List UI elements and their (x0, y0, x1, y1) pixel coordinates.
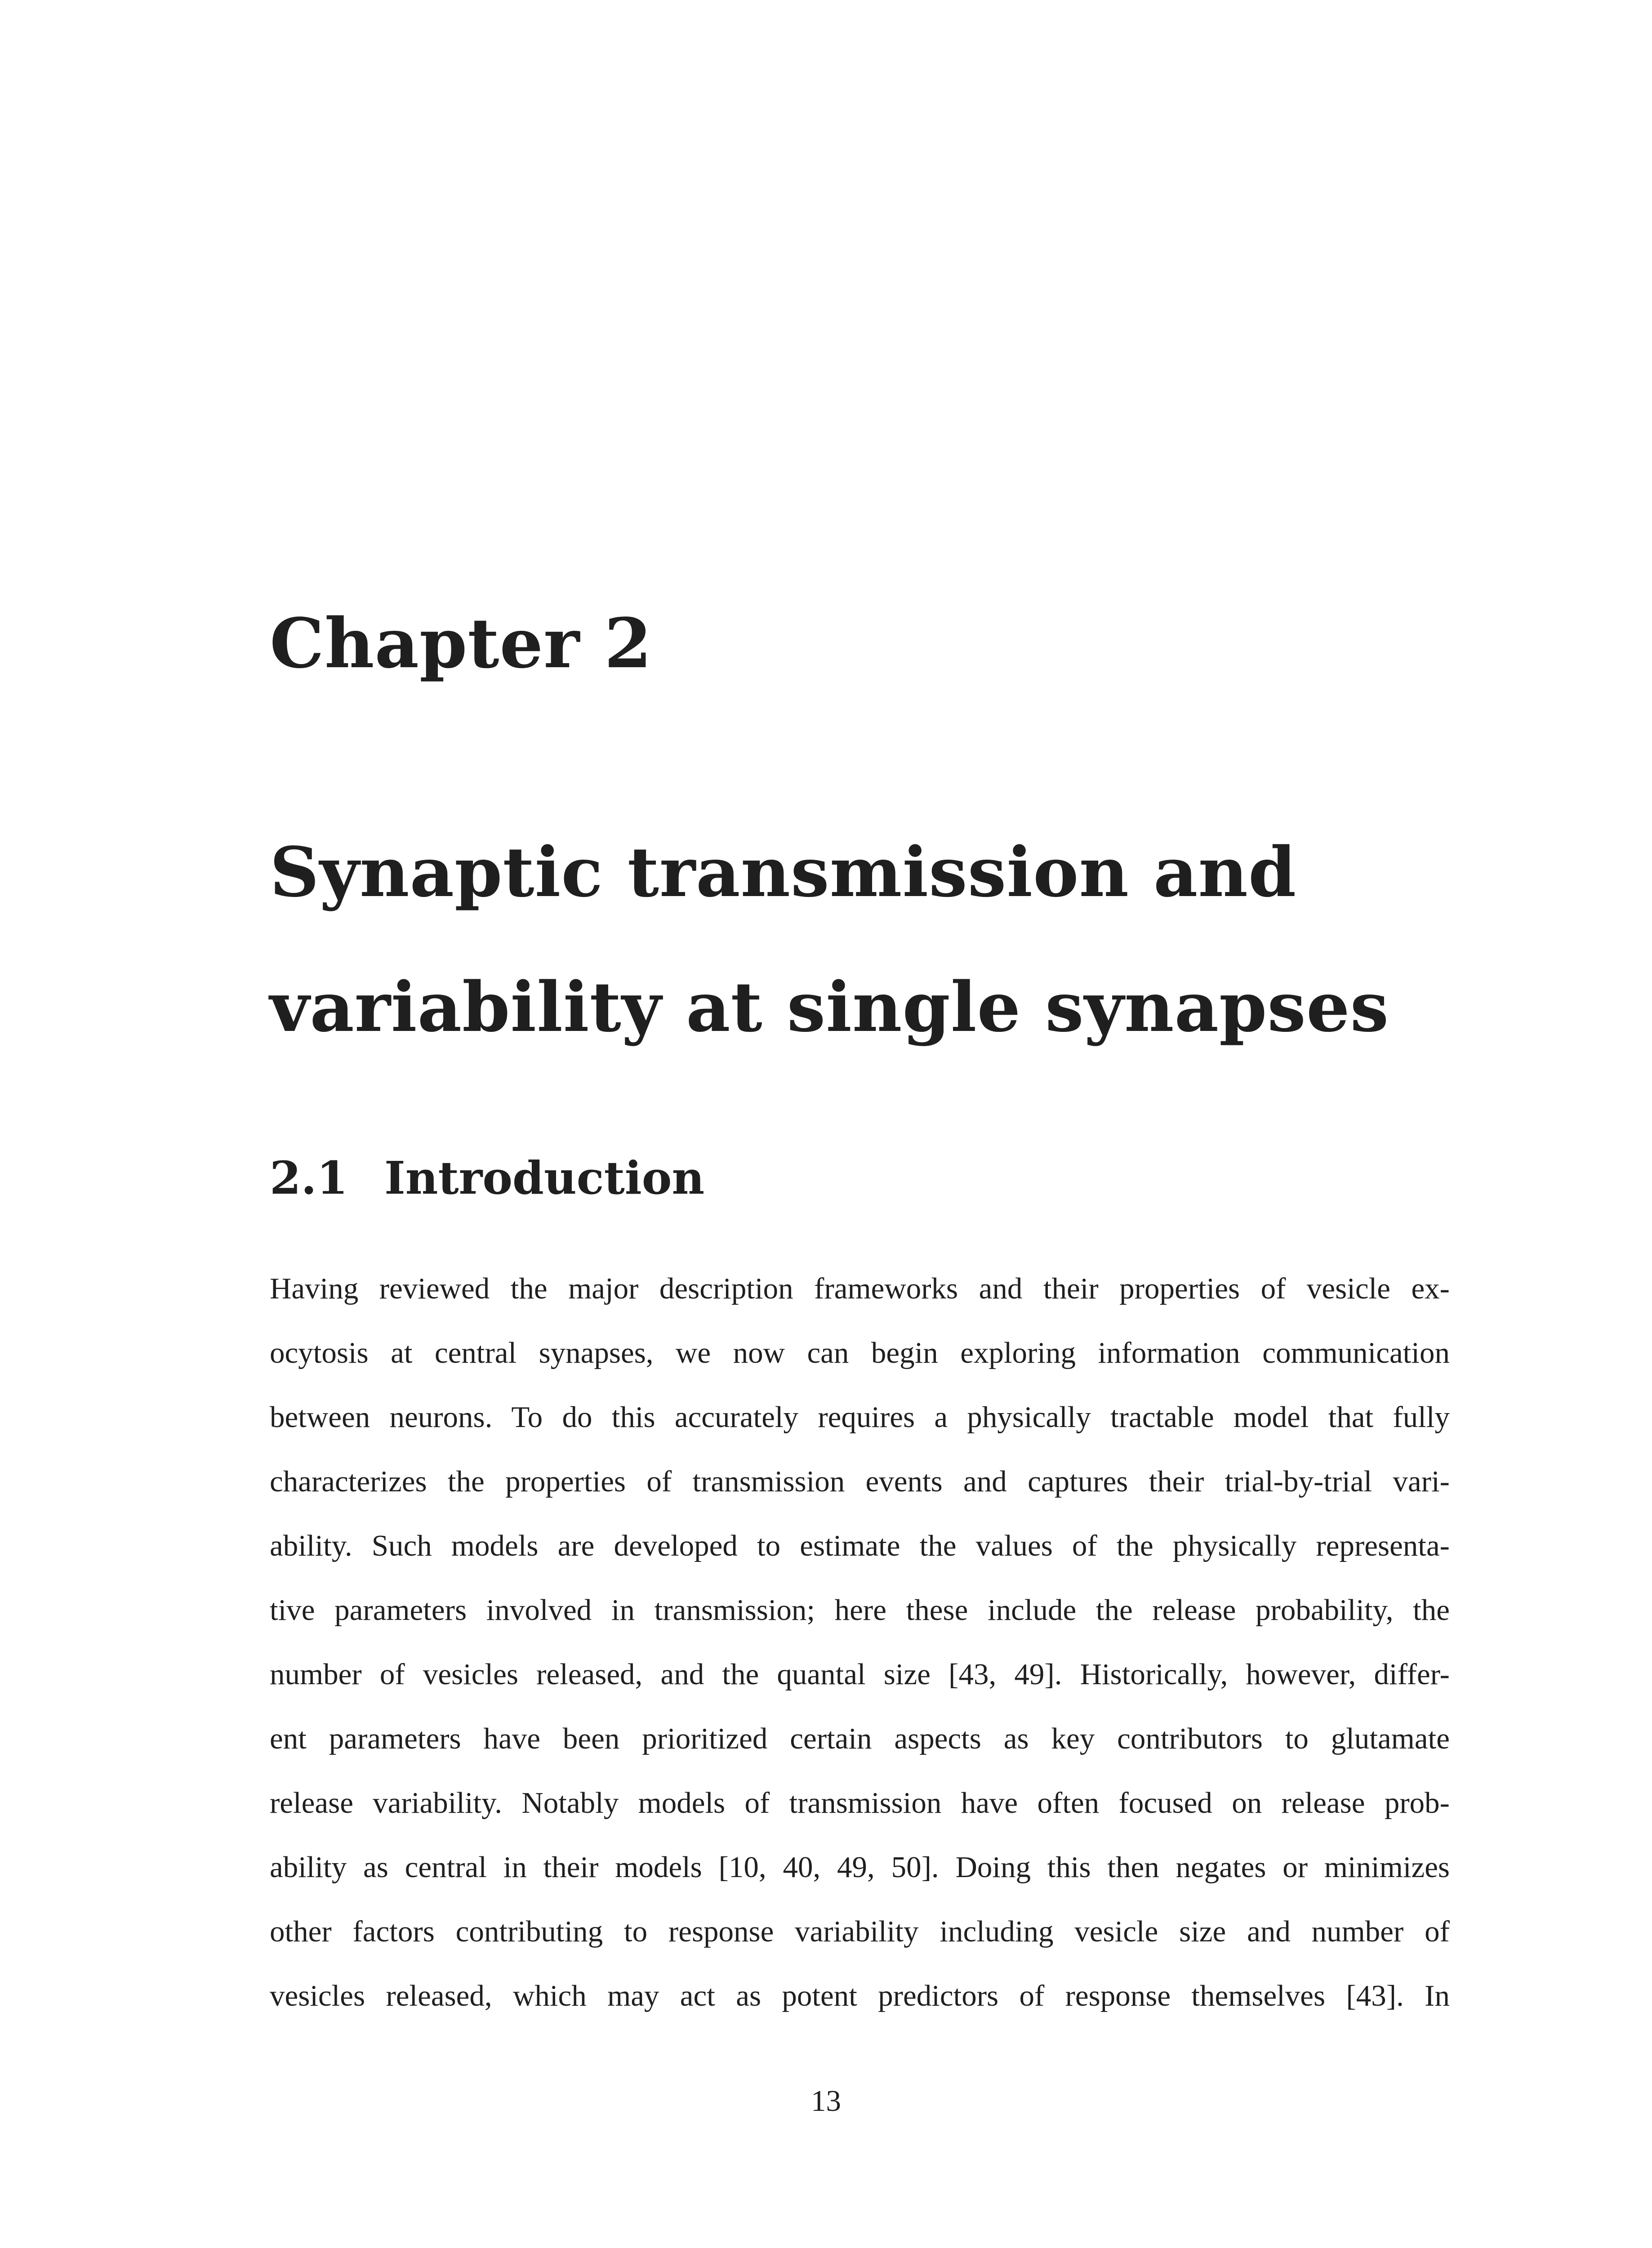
paragraph-line: vesicles released, which may act as potent predictors of response themselves [43]. In (270, 1979, 1450, 2012)
paragraph-line: tive parameters involved in transmission; here these include the release probability, the (270, 1593, 1450, 1627)
chapter-label: Chapter 2 (270, 603, 652, 683)
chapter-title-line: Synaptic transmission and (270, 832, 1297, 912)
body-paragraph (270, 1257, 1450, 2028)
section-number: 2.1 (270, 1151, 348, 1204)
paragraph-line: release variability. Notably models of transmission have often focused on release prob- (270, 1786, 1450, 1820)
chapter-title (270, 805, 1483, 1075)
paragraph-line: ability. Such models are developed to estimate the values of the physically representa- (270, 1529, 1450, 1562)
section-title: Introduction (384, 1151, 705, 1204)
paragraph-line: Having reviewed the major description frameworks and their properties of vesicle ex- (270, 1272, 1450, 1305)
paragraph-line: characterizes the properties of transmission events and captures their trial-by-trial vari- (270, 1465, 1450, 1498)
paragraph-line: between neurons. To do this accurately requires a physically tractable model that fully (270, 1401, 1450, 1434)
chapter-title-line: variability at single synapses (270, 967, 1389, 1047)
page-number: 13 (811, 2084, 841, 2118)
paragraph-line: ocytosis at central synapses, we now can begin exploring information communication (270, 1336, 1450, 1369)
paragraph-line: other factors contributing to response variability including vesicle size and number of (270, 1915, 1450, 1948)
paragraph-line: ability as central in their models [10, 40, 49, 50]. Doing this then negates or minimizes (270, 1851, 1450, 1884)
paragraph-line: ent parameters have been prioritized certain aspects as key contributors to glutamate (270, 1722, 1450, 1755)
paragraph-line: number of vesicles released, and the quantal size [43, 49]. Historically, however, differ- (270, 1658, 1450, 1691)
section-heading (270, 1151, 705, 1204)
